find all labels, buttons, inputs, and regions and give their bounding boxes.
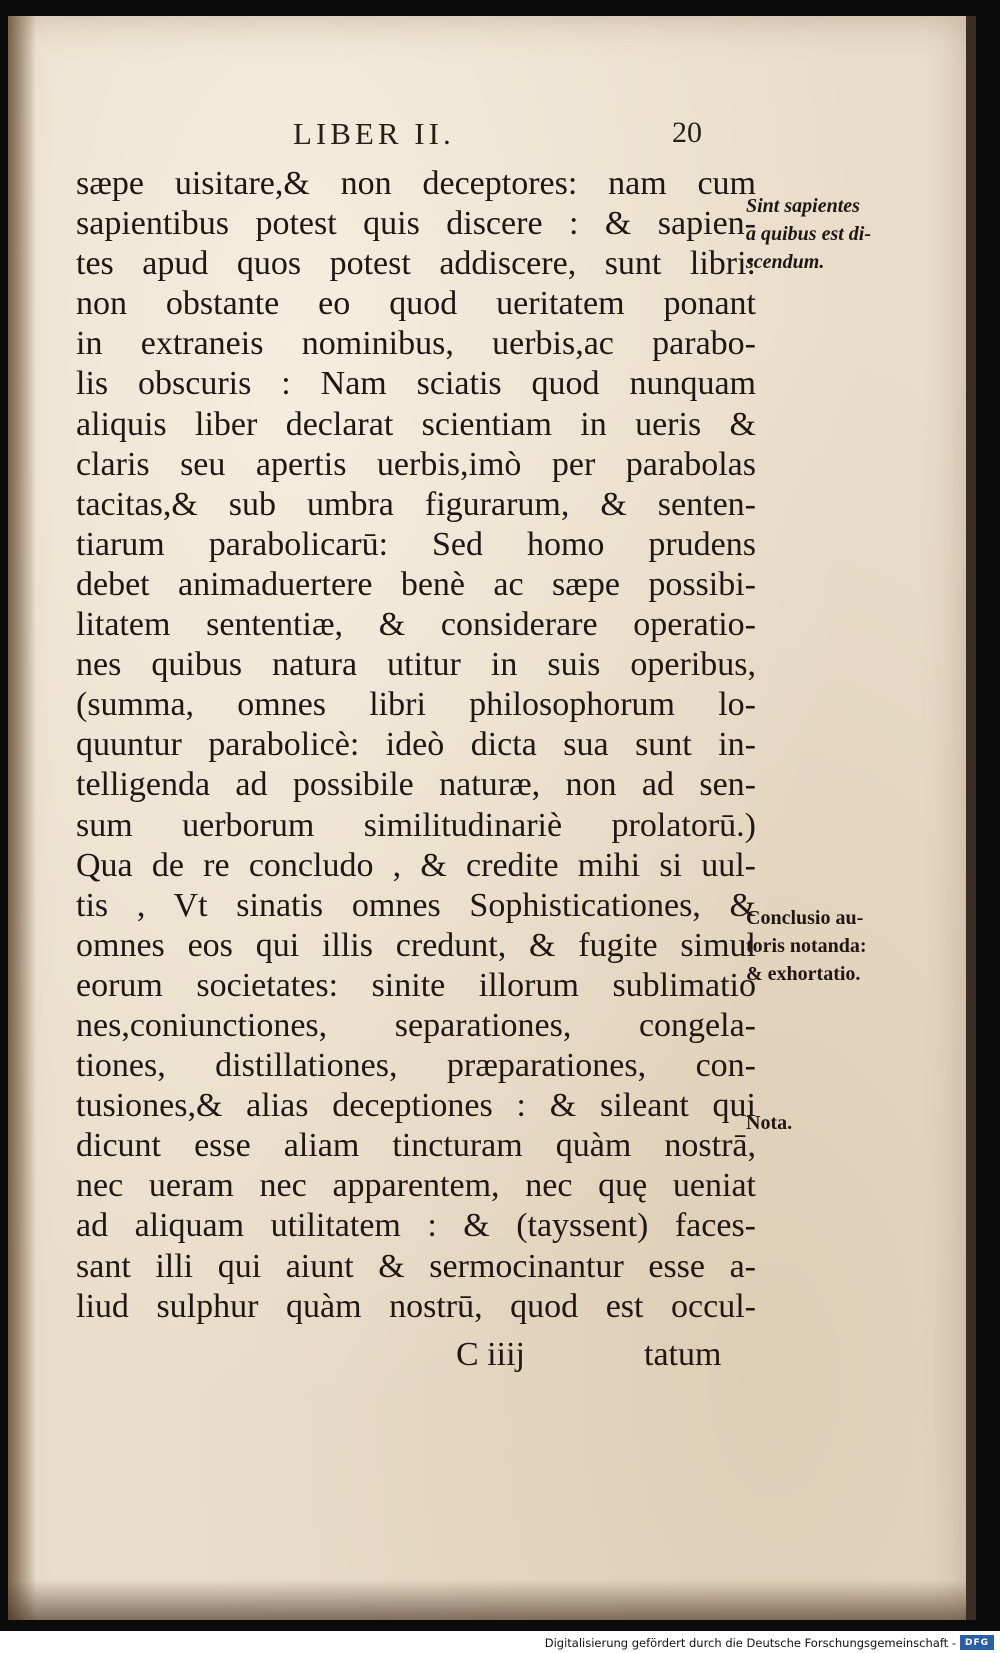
margin-note-line: a quibus est di- xyxy=(746,223,872,245)
text-line: quuntur parabolicè: ideò dicta sua sunt in- xyxy=(76,726,756,764)
text-line: tis , Vt sinatis omnes Sophisticationes, & xyxy=(76,886,756,924)
margin-note-line: Sint sapientes xyxy=(746,195,860,217)
text-line: nes,coniunctiones, separationes, congela- xyxy=(76,1006,756,1044)
page-gutter-shadow xyxy=(8,16,36,1620)
signature-mark: C iiij xyxy=(456,1336,525,1373)
text-line: eorum societates: sinite illorum sublimatio xyxy=(76,966,756,1004)
text-line: tacitas,& sub umbra figurarum, & senten- xyxy=(76,485,756,523)
text-line: litatem sententiæ, & considerare operatio- xyxy=(76,606,756,644)
text-line: sum uerborum similitudinariè prolatorū.) xyxy=(76,806,756,844)
margin-note-line: Conclusio au- xyxy=(746,907,864,929)
margin-note-line: & exhortatio. xyxy=(746,963,861,985)
text-line: aliquis liber declarat scientiam in ueris & xyxy=(76,405,756,443)
text-line: lis obscuris : Nam sciatis quod nunquam xyxy=(76,365,756,403)
text-line: ad aliquam utilitatem : & (tayssent) faces- xyxy=(76,1207,756,1245)
text-line: telligenda ad possibile naturæ, non ad sen- xyxy=(76,766,756,804)
text-line: tusiones,& alias deceptiones : & sileant qui xyxy=(76,1087,756,1125)
margin-note-line: toris notanda: xyxy=(746,935,867,957)
text-line: nec ueram nec apparentem, nec quę ueniat xyxy=(76,1167,756,1205)
running-title: LIBER II. xyxy=(293,116,455,151)
margin-note xyxy=(746,904,867,988)
page-bottom-shadow xyxy=(8,1580,966,1620)
text-line: dicunt esse aliam tincturam quàm nostrā, xyxy=(76,1127,756,1165)
text-line: (summa, omnes libri philosophorum lo- xyxy=(76,686,756,724)
text-line: non obstante eo quod ueritatem ponant xyxy=(76,285,756,323)
digitization-credit: Digitalisierung gefördert durch die Deutsche Forschungsgemeinschaft - xyxy=(544,1636,956,1650)
margin-note-line: Nota. xyxy=(746,1112,793,1134)
text-line: claris seu apertis uerbis,imò per parabolas xyxy=(76,445,756,483)
text-line: nes quibus natura utitur in suis operibus, xyxy=(76,646,756,684)
body-text-block xyxy=(76,164,756,1327)
text-line: debet animaduertere benè ac sæpe possibi- xyxy=(76,565,756,603)
text-line: sæpe uisitare,& non deceptores: nam cum xyxy=(76,165,756,202)
footer-strip xyxy=(0,1631,1000,1653)
margin-note-line: scendum. xyxy=(746,251,825,273)
page-number: 20 xyxy=(672,116,702,149)
running-head xyxy=(8,116,966,156)
text-line: sant illi qui aiunt & sermocinantur esse a- xyxy=(76,1247,756,1285)
margin-note xyxy=(746,1109,792,1137)
catchword: tatum xyxy=(644,1336,722,1373)
text-line: liud sulphur quàm nostrū, quod est occul- xyxy=(76,1287,756,1325)
dfg-logo-icon: DFG xyxy=(960,1635,994,1650)
margin-note xyxy=(746,192,871,276)
book-page xyxy=(8,16,976,1620)
text-line: tes apud quos potest addiscere, sunt libri: xyxy=(76,245,756,283)
text-line: tiarum parabolicarū: Sed homo prudens xyxy=(76,525,756,563)
text-line: Qua de re concludo , & credite mihi si uul- xyxy=(76,846,756,884)
text-line: tiones, distillationes, præparationes, con- xyxy=(76,1047,756,1085)
text-line: sapientibus potest quis discere : & sapien- xyxy=(76,205,756,243)
text-line: omnes eos qui illis credunt, & fugite simul xyxy=(76,926,756,964)
text-line: in extraneis nominibus, uerbis,ac parabo- xyxy=(76,325,756,363)
